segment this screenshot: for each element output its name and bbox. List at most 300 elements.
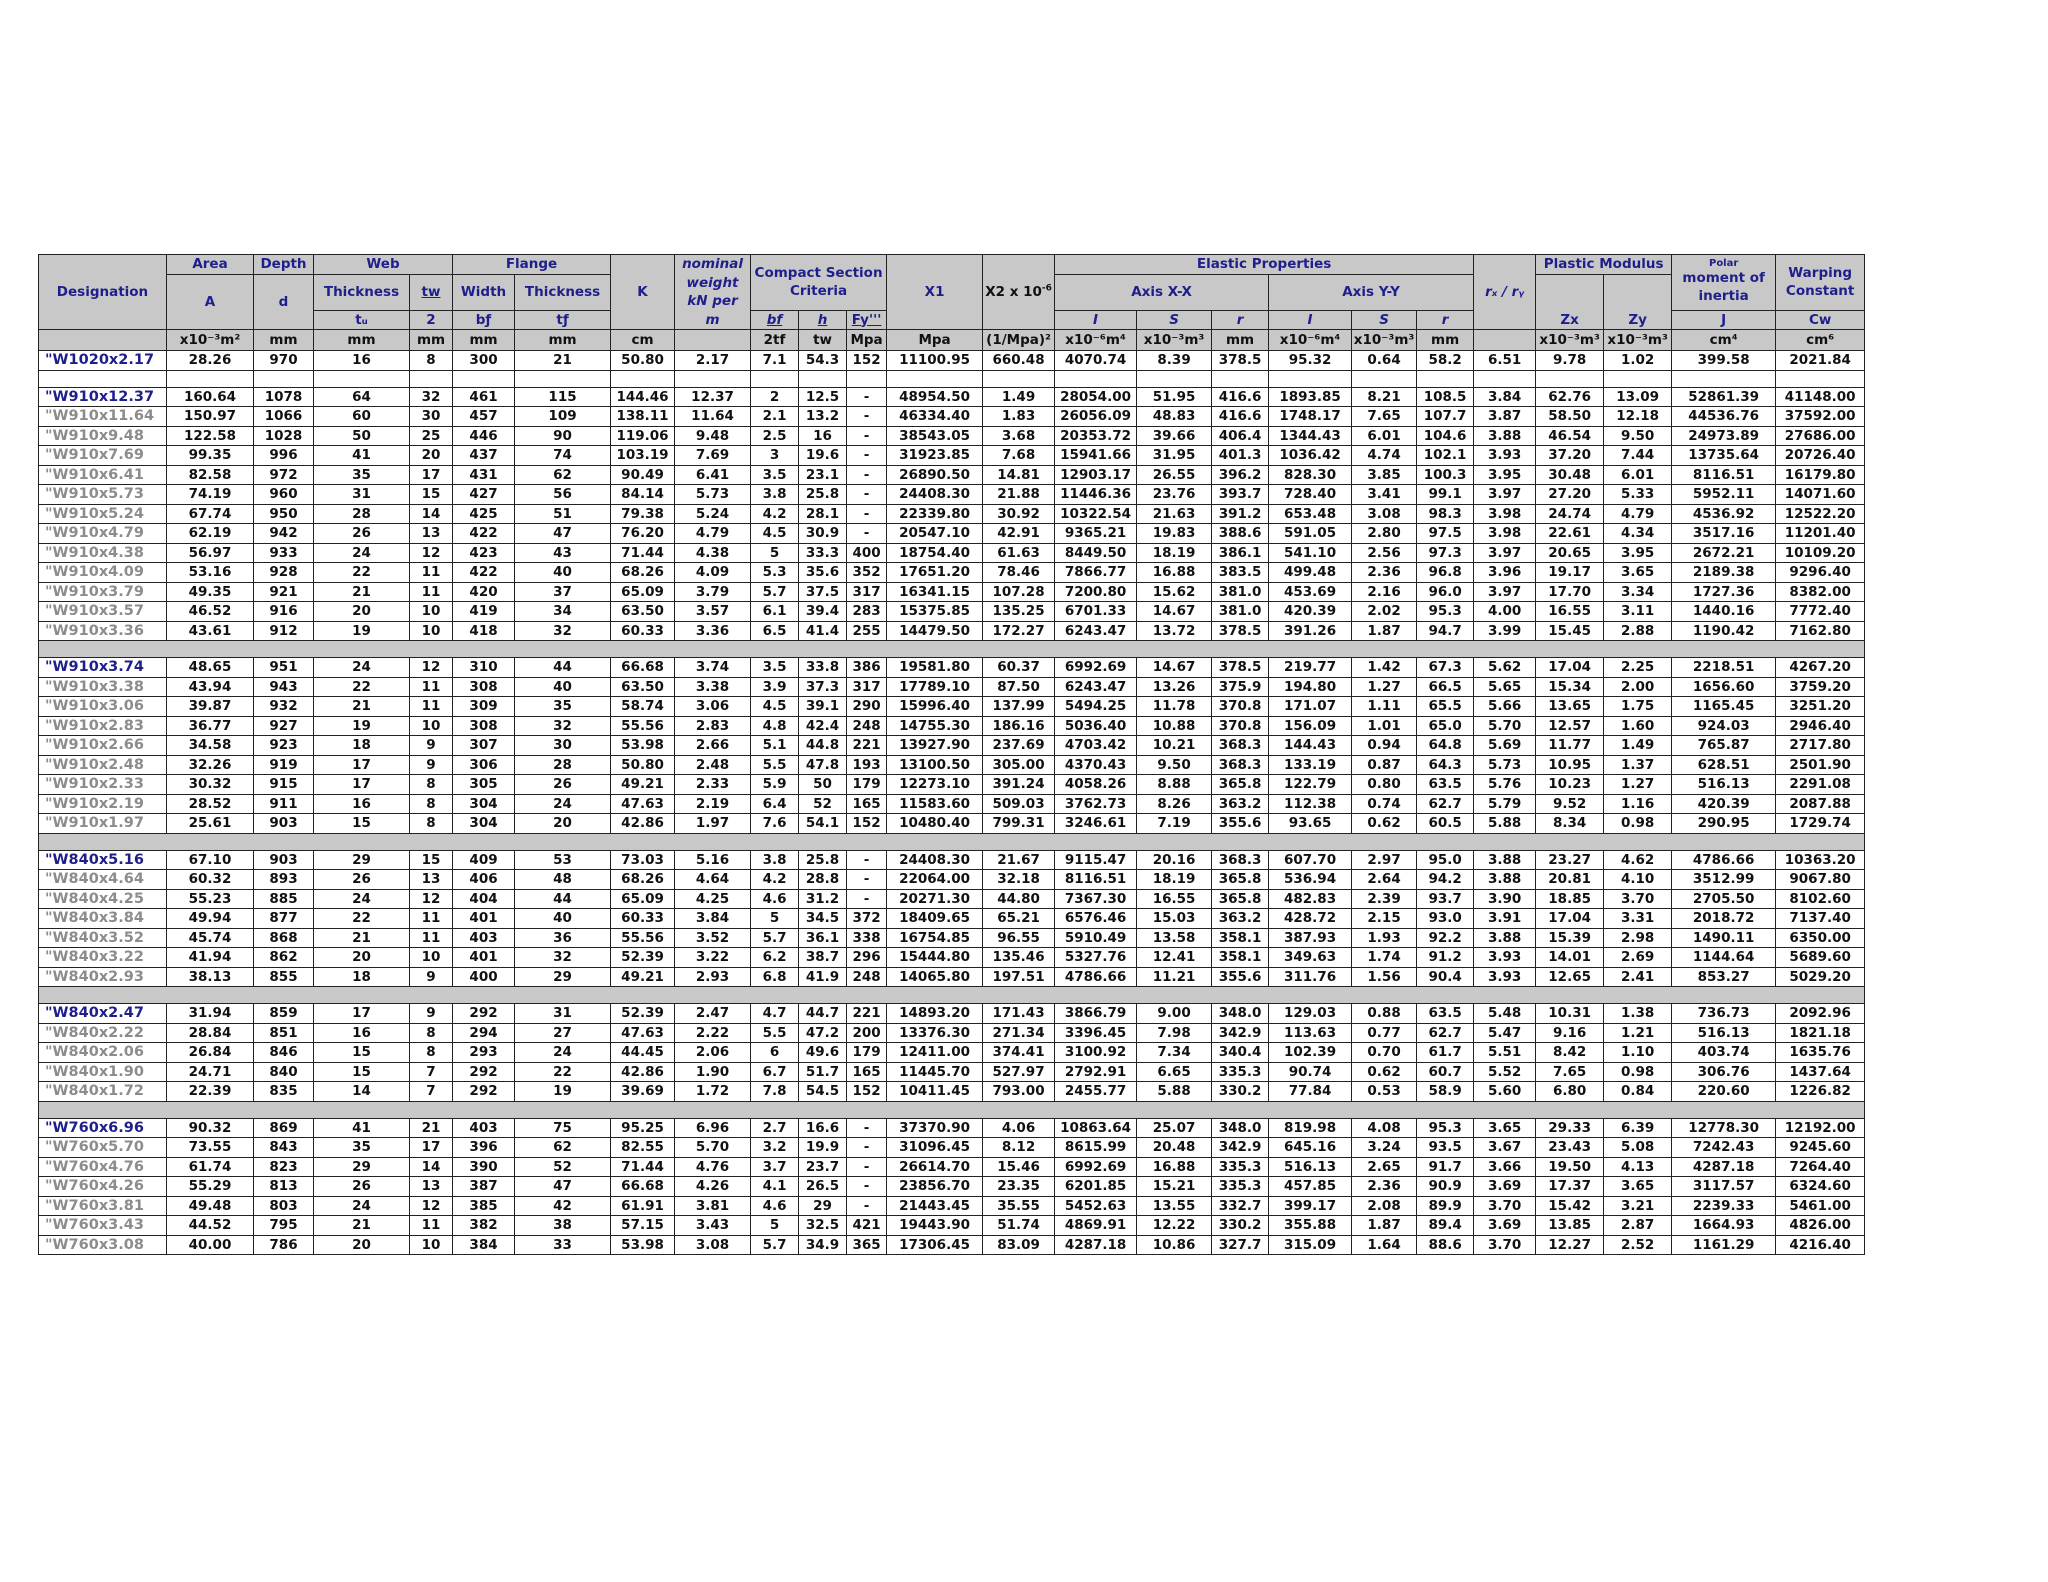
value-cell: 6992.69 bbox=[1055, 1157, 1137, 1177]
value-cell: 44.52 bbox=[167, 1216, 254, 1236]
web-thickness-header: Thickness bbox=[314, 274, 410, 310]
separator-cell bbox=[983, 1101, 1055, 1118]
value-cell: 4536.92 bbox=[1672, 504, 1776, 524]
value-cell: 68.26 bbox=[611, 563, 675, 583]
value-cell: 868 bbox=[254, 928, 314, 948]
value-cell: 160.64 bbox=[167, 387, 254, 407]
value-cell: 11 bbox=[410, 928, 453, 948]
value-cell: 7367.30 bbox=[1055, 889, 1137, 909]
value-cell: 10363.20 bbox=[1776, 850, 1865, 870]
value-cell: 13735.64 bbox=[1672, 446, 1776, 466]
value-cell: 25.07 bbox=[1137, 1118, 1212, 1138]
value-cell: 406.4 bbox=[1212, 426, 1269, 446]
value-cell: 71.44 bbox=[611, 1157, 675, 1177]
value-cell: 15 bbox=[410, 485, 453, 505]
value-cell: 355.6 bbox=[1212, 814, 1269, 834]
value-cell: 112.38 bbox=[1269, 794, 1352, 814]
value-cell: 19 bbox=[314, 621, 410, 641]
value-cell: 62.76 bbox=[1536, 387, 1604, 407]
value-cell: 21.88 bbox=[983, 485, 1055, 505]
value-cell: 98.3 bbox=[1417, 504, 1474, 524]
value-cell: 14065.80 bbox=[887, 967, 983, 987]
value-cell: 368.3 bbox=[1212, 755, 1269, 775]
value-cell: 1.87 bbox=[1352, 621, 1417, 641]
value-cell: 29 bbox=[799, 1196, 847, 1216]
value-cell: 3.24 bbox=[1352, 1138, 1417, 1158]
value-cell: 13 bbox=[410, 524, 453, 544]
value-cell: 7772.40 bbox=[1776, 602, 1865, 622]
value-cell: 26.84 bbox=[167, 1043, 254, 1063]
table-row bbox=[39, 621, 1865, 641]
value-cell: 11 bbox=[410, 1216, 453, 1236]
value-cell: 39.69 bbox=[611, 1082, 675, 1102]
value-cell: 1.97 bbox=[675, 814, 751, 834]
value-cell: 27.20 bbox=[1536, 485, 1604, 505]
value-cell: 49.48 bbox=[167, 1196, 254, 1216]
value-cell: 60.32 bbox=[167, 870, 254, 890]
value-cell: 82.55 bbox=[611, 1138, 675, 1158]
value-cell: 1190.42 bbox=[1672, 621, 1776, 641]
value-cell: 152 bbox=[847, 814, 887, 834]
separator-cell bbox=[983, 641, 1055, 658]
value-cell: 9365.21 bbox=[1055, 524, 1137, 544]
value-cell: 5.70 bbox=[1474, 716, 1536, 736]
value-cell: 0.62 bbox=[1352, 1062, 1417, 1082]
value-cell: 355.88 bbox=[1269, 1216, 1352, 1236]
value-cell: 13.09 bbox=[1604, 387, 1672, 407]
yy-s-symbol: S bbox=[1352, 310, 1417, 330]
value-cell: 391.24 bbox=[983, 775, 1055, 795]
value-cell: 18.19 bbox=[1137, 870, 1212, 890]
separator-cell bbox=[1604, 833, 1672, 850]
compact-fy-symbol: Fy''' bbox=[847, 310, 887, 330]
value-cell: 42 bbox=[515, 1196, 611, 1216]
value-cell: 15 bbox=[410, 850, 453, 870]
value-cell: 77.84 bbox=[1269, 1082, 1352, 1102]
value-cell: 53.98 bbox=[611, 736, 675, 756]
value-cell: 1.02 bbox=[1604, 351, 1672, 371]
value-cell: - bbox=[847, 1138, 887, 1158]
value-cell: 31.2 bbox=[799, 889, 847, 909]
value-cell: 40 bbox=[515, 677, 611, 697]
value-cell: 310 bbox=[453, 658, 515, 678]
value-cell: 3.93 bbox=[1474, 948, 1536, 968]
compact-line-2: Criteria bbox=[789, 283, 848, 300]
value-cell: 2.87 bbox=[1604, 1216, 1672, 1236]
value-cell: 24408.30 bbox=[887, 850, 983, 870]
value-cell: 33.3 bbox=[799, 543, 847, 563]
separator-cell bbox=[314, 833, 410, 850]
value-cell: 58.9 bbox=[1417, 1082, 1474, 1102]
value-cell: 38 bbox=[515, 1216, 611, 1236]
value-cell: 10 bbox=[410, 621, 453, 641]
value-cell: - bbox=[847, 850, 887, 870]
separator-cell bbox=[675, 833, 751, 850]
separator-cell bbox=[39, 1101, 167, 1118]
value-cell: 11.78 bbox=[1137, 697, 1212, 717]
value-cell: 453.69 bbox=[1269, 582, 1352, 602]
value-cell: 5029.20 bbox=[1776, 967, 1865, 987]
value-cell: 293 bbox=[453, 1043, 515, 1063]
value-cell: 24 bbox=[515, 1043, 611, 1063]
web-tw-symbol: tᵤ bbox=[314, 310, 410, 330]
value-cell: 30 bbox=[515, 736, 611, 756]
value-cell: 358.1 bbox=[1212, 948, 1269, 968]
value-cell: 32.5 bbox=[799, 1216, 847, 1236]
value-cell: 15 bbox=[314, 1062, 410, 1082]
value-cell: 422 bbox=[453, 524, 515, 544]
yy-i-symbol: I bbox=[1269, 310, 1352, 330]
xx-i-unit: x10⁻⁶m⁴ bbox=[1055, 330, 1137, 351]
value-cell: 107.28 bbox=[983, 582, 1055, 602]
value-cell: 3866.79 bbox=[1055, 1004, 1137, 1024]
value-cell: 1729.74 bbox=[1776, 814, 1865, 834]
value-cell: 3.11 bbox=[1604, 602, 1672, 622]
separator-row bbox=[39, 833, 1865, 850]
value-cell: 420 bbox=[453, 582, 515, 602]
value-cell: 47.8 bbox=[799, 755, 847, 775]
value-cell: 92.2 bbox=[1417, 928, 1474, 948]
value-cell: 2.5 bbox=[751, 426, 799, 446]
value-cell: 5.76 bbox=[1474, 775, 1536, 795]
value-cell: 3.98 bbox=[1474, 504, 1536, 524]
value-cell: 51.7 bbox=[799, 1062, 847, 1082]
value-cell: 5.62 bbox=[1474, 658, 1536, 678]
value-cell: 93.0 bbox=[1417, 909, 1474, 929]
value-cell: 960 bbox=[254, 485, 314, 505]
value-cell: 67.10 bbox=[167, 850, 254, 870]
value-cell: 38.13 bbox=[167, 967, 254, 987]
xx-s-symbol: S bbox=[1137, 310, 1212, 330]
value-cell: 22 bbox=[314, 909, 410, 929]
table-row bbox=[39, 967, 1865, 987]
value-cell: 457 bbox=[453, 407, 515, 427]
value-cell: 135.46 bbox=[983, 948, 1055, 968]
value-cell: 9245.60 bbox=[1776, 1138, 1865, 1158]
value-cell: 52.39 bbox=[611, 948, 675, 968]
designation-cell: "W760x4.26 bbox=[39, 1177, 167, 1197]
separator-cell bbox=[410, 987, 453, 1004]
separator-cell bbox=[1352, 641, 1417, 658]
value-cell: 23.43 bbox=[1536, 1138, 1604, 1158]
value-cell: 283 bbox=[847, 602, 887, 622]
value-cell: 903 bbox=[254, 850, 314, 870]
value-cell: 135.25 bbox=[983, 602, 1055, 622]
value-cell: 60.5 bbox=[1417, 814, 1474, 834]
value-cell: 396.2 bbox=[1212, 465, 1269, 485]
value-cell: 22339.80 bbox=[887, 504, 983, 524]
separator-cell bbox=[1212, 370, 1269, 387]
value-cell: 4.1 bbox=[751, 1177, 799, 1197]
value-cell: 73.55 bbox=[167, 1138, 254, 1158]
value-cell: 0.53 bbox=[1352, 1082, 1417, 1102]
value-cell: 99.1 bbox=[1417, 485, 1474, 505]
value-cell: 84.14 bbox=[611, 485, 675, 505]
table-row bbox=[39, 677, 1865, 697]
value-cell: 26614.70 bbox=[887, 1157, 983, 1177]
value-cell: 14893.20 bbox=[887, 1004, 983, 1024]
value-cell: 28.1 bbox=[799, 504, 847, 524]
value-cell: 52 bbox=[799, 794, 847, 814]
value-cell: 2.88 bbox=[1604, 621, 1672, 641]
value-cell: 74 bbox=[515, 446, 611, 466]
value-cell: 0.64 bbox=[1352, 351, 1417, 371]
separator-cell bbox=[1137, 1101, 1212, 1118]
value-cell: 20.65 bbox=[1536, 543, 1604, 563]
value-cell: 420.39 bbox=[1672, 794, 1776, 814]
table-row bbox=[39, 814, 1865, 834]
separator-cell bbox=[1672, 987, 1776, 1004]
value-cell: 2.15 bbox=[1352, 909, 1417, 929]
value-cell: 859 bbox=[254, 1004, 314, 1024]
designation-cell: "W840x1.90 bbox=[39, 1062, 167, 1082]
compact-section-header bbox=[751, 255, 887, 311]
separator-cell bbox=[1474, 641, 1536, 658]
designation-cell: "W910x2.48 bbox=[39, 755, 167, 775]
value-cell: 24 bbox=[515, 794, 611, 814]
table-row bbox=[39, 1082, 1865, 1102]
value-cell: 4216.40 bbox=[1776, 1235, 1865, 1255]
value-cell: 3.70 bbox=[1474, 1196, 1536, 1216]
value-cell: 306.76 bbox=[1672, 1062, 1776, 1082]
value-cell: 15.39 bbox=[1536, 928, 1604, 948]
compact-2tf: 2tf bbox=[751, 330, 799, 351]
table-row bbox=[39, 1138, 1865, 1158]
value-cell: 9.52 bbox=[1536, 794, 1604, 814]
yy-i-unit: x10⁻⁶m⁴ bbox=[1269, 330, 1352, 351]
separator-cell bbox=[611, 987, 675, 1004]
value-cell: 419 bbox=[453, 602, 515, 622]
value-cell: 133.19 bbox=[1269, 755, 1352, 775]
value-cell: 38543.05 bbox=[887, 426, 983, 446]
table-row bbox=[39, 716, 1865, 736]
value-cell: 428.72 bbox=[1269, 909, 1352, 929]
value-cell: 60.33 bbox=[611, 909, 675, 929]
designation-cell: "W910x4.09 bbox=[39, 563, 167, 583]
value-cell: - bbox=[847, 407, 887, 427]
value-cell: 16.88 bbox=[1137, 1157, 1212, 1177]
value-cell: 2.52 bbox=[1604, 1235, 1672, 1255]
value-cell: 3.74 bbox=[675, 658, 751, 678]
value-cell: 11 bbox=[410, 909, 453, 929]
value-cell: 1.83 bbox=[983, 407, 1055, 427]
value-cell: 728.40 bbox=[1269, 485, 1352, 505]
value-cell: 290.95 bbox=[1672, 814, 1776, 834]
table-row bbox=[39, 1004, 1865, 1024]
value-cell: 431 bbox=[453, 465, 515, 485]
designation-cell: "W840x4.25 bbox=[39, 889, 167, 909]
value-cell: 39.66 bbox=[1137, 426, 1212, 446]
value-cell: 15444.80 bbox=[887, 948, 983, 968]
value-cell: 8102.60 bbox=[1776, 889, 1865, 909]
value-cell: 13.26 bbox=[1137, 677, 1212, 697]
value-cell: 13376.30 bbox=[887, 1023, 983, 1043]
value-cell: 39.1 bbox=[799, 697, 847, 717]
nominal-weight-header bbox=[675, 255, 751, 330]
value-cell: 78.46 bbox=[983, 563, 1055, 583]
value-cell: 12.18 bbox=[1604, 407, 1672, 427]
value-cell: 96.8 bbox=[1417, 563, 1474, 583]
value-cell: 37.20 bbox=[1536, 446, 1604, 466]
value-cell: 9 bbox=[410, 1004, 453, 1024]
value-cell: 5.65 bbox=[1474, 677, 1536, 697]
value-cell: 60.33 bbox=[611, 621, 675, 641]
value-cell: 41.4 bbox=[799, 621, 847, 641]
value-cell: 21 bbox=[515, 351, 611, 371]
value-cell: 2.56 bbox=[1352, 543, 1417, 563]
value-cell: 14 bbox=[314, 1082, 410, 1102]
value-cell: 96.55 bbox=[983, 928, 1055, 948]
designation-cell: "W910x3.74 bbox=[39, 658, 167, 678]
value-cell: 305 bbox=[453, 775, 515, 795]
value-cell: 75 bbox=[515, 1118, 611, 1138]
designation-cell: "W840x2.93 bbox=[39, 967, 167, 987]
value-cell: 5.73 bbox=[1474, 755, 1536, 775]
value-cell: 853.27 bbox=[1672, 967, 1776, 987]
value-cell: 4267.20 bbox=[1776, 658, 1865, 678]
separator-cell bbox=[1776, 987, 1865, 1004]
separator-cell bbox=[254, 641, 314, 658]
value-cell: 393.7 bbox=[1212, 485, 1269, 505]
value-cell: 36.1 bbox=[799, 928, 847, 948]
value-cell: 4.6 bbox=[751, 1196, 799, 1216]
value-cell: 3.31 bbox=[1604, 909, 1672, 929]
value-cell: 3.88 bbox=[1474, 870, 1536, 890]
value-cell: 391.26 bbox=[1269, 621, 1352, 641]
value-cell: 23.1 bbox=[799, 465, 847, 485]
value-cell: 828.30 bbox=[1269, 465, 1352, 485]
value-cell: 62.7 bbox=[1417, 794, 1474, 814]
value-cell: 6992.69 bbox=[1055, 658, 1137, 678]
value-cell: 21.67 bbox=[983, 850, 1055, 870]
value-cell: 401.3 bbox=[1212, 446, 1269, 466]
value-cell: 42.86 bbox=[611, 1062, 675, 1082]
value-cell: 89.4 bbox=[1417, 1216, 1474, 1236]
value-cell: 10.31 bbox=[1536, 1004, 1604, 1024]
value-cell: 5.1 bbox=[751, 736, 799, 756]
value-cell: 30.9 bbox=[799, 524, 847, 544]
value-cell: 317 bbox=[847, 582, 887, 602]
value-cell: 237.69 bbox=[983, 736, 1055, 756]
separator-cell bbox=[1055, 833, 1137, 850]
table-body bbox=[39, 351, 1865, 1255]
value-cell: 32 bbox=[410, 387, 453, 407]
separator-cell bbox=[453, 370, 515, 387]
j-symbol: J bbox=[1672, 310, 1776, 330]
value-cell: 317 bbox=[847, 677, 887, 697]
value-cell: 2.41 bbox=[1604, 967, 1672, 987]
separator-cell bbox=[983, 370, 1055, 387]
designation-cell: "W910x5.73 bbox=[39, 485, 167, 505]
value-cell: 3.8 bbox=[751, 850, 799, 870]
value-cell: 1028 bbox=[254, 426, 314, 446]
value-cell: 509.03 bbox=[983, 794, 1055, 814]
value-cell: 54.3 bbox=[799, 351, 847, 371]
value-cell: 42.4 bbox=[799, 716, 847, 736]
value-cell: 1.27 bbox=[1604, 775, 1672, 795]
value-cell: 2.36 bbox=[1352, 563, 1417, 583]
value-cell: 10.21 bbox=[1137, 736, 1212, 756]
separator-cell bbox=[314, 370, 410, 387]
value-cell: 93.7 bbox=[1417, 889, 1474, 909]
separator-cell bbox=[1269, 833, 1352, 850]
depth-header: Depth bbox=[254, 255, 314, 275]
value-cell: 653.48 bbox=[1269, 504, 1352, 524]
value-cell: 6701.33 bbox=[1055, 602, 1137, 622]
value-cell: 307 bbox=[453, 736, 515, 756]
value-cell: 67.3 bbox=[1417, 658, 1474, 678]
separator-cell bbox=[799, 641, 847, 658]
value-cell: 22.61 bbox=[1536, 524, 1604, 544]
value-cell: 3.95 bbox=[1604, 543, 1672, 563]
value-cell: 115 bbox=[515, 387, 611, 407]
value-cell: 15375.85 bbox=[887, 602, 983, 622]
value-cell: 7 bbox=[410, 1082, 453, 1102]
value-cell: 5452.63 bbox=[1055, 1196, 1137, 1216]
value-cell: 3.98 bbox=[1474, 524, 1536, 544]
separator-cell bbox=[983, 987, 1055, 1004]
value-cell: 9.50 bbox=[1137, 755, 1212, 775]
value-cell: 15941.66 bbox=[1055, 446, 1137, 466]
value-cell: 3.41 bbox=[1352, 485, 1417, 505]
value-cell: 51.95 bbox=[1137, 387, 1212, 407]
value-cell: 4.38 bbox=[675, 543, 751, 563]
value-cell: 3.5 bbox=[751, 658, 799, 678]
designation-cell: "W910x3.57 bbox=[39, 602, 167, 622]
value-cell: 103.19 bbox=[611, 446, 675, 466]
value-cell: 95.3 bbox=[1417, 602, 1474, 622]
value-cell: 15.62 bbox=[1137, 582, 1212, 602]
value-cell: 26.55 bbox=[1137, 465, 1212, 485]
value-cell: 383.5 bbox=[1212, 563, 1269, 583]
value-cell: 14 bbox=[410, 504, 453, 524]
value-cell: 951 bbox=[254, 658, 314, 678]
value-cell: 933 bbox=[254, 543, 314, 563]
value-cell: 1.01 bbox=[1352, 716, 1417, 736]
separator-cell bbox=[39, 987, 167, 1004]
value-cell: 1727.36 bbox=[1672, 582, 1776, 602]
separator-cell bbox=[751, 641, 799, 658]
value-cell: 11.77 bbox=[1536, 736, 1604, 756]
value-cell: 43 bbox=[515, 543, 611, 563]
value-cell: 8615.99 bbox=[1055, 1138, 1137, 1158]
value-cell: 12.57 bbox=[1536, 716, 1604, 736]
value-cell: 28.8 bbox=[799, 870, 847, 890]
table-row bbox=[39, 485, 1865, 505]
value-cell: 1.49 bbox=[1604, 736, 1672, 756]
value-cell: 912 bbox=[254, 621, 314, 641]
value-cell: 8116.51 bbox=[1672, 465, 1776, 485]
separator-cell bbox=[799, 1101, 847, 1118]
value-cell: 3.21 bbox=[1604, 1196, 1672, 1216]
value-cell: 5952.11 bbox=[1672, 485, 1776, 505]
value-cell: 60.37 bbox=[983, 658, 1055, 678]
yy-r-unit: mm bbox=[1417, 330, 1474, 351]
value-cell: 5 bbox=[751, 543, 799, 563]
separator-cell bbox=[39, 833, 167, 850]
value-cell: 42.86 bbox=[611, 814, 675, 834]
value-cell: 645.16 bbox=[1269, 1138, 1352, 1158]
value-cell: 17.37 bbox=[1536, 1177, 1604, 1197]
value-cell: 6.4 bbox=[751, 794, 799, 814]
value-cell: 1.21 bbox=[1604, 1023, 1672, 1043]
value-cell: 129.03 bbox=[1269, 1004, 1352, 1024]
value-cell: 0.70 bbox=[1352, 1043, 1417, 1063]
separator-row bbox=[39, 370, 1865, 387]
value-cell: 3 bbox=[751, 446, 799, 466]
value-cell: 20.81 bbox=[1536, 870, 1604, 890]
value-cell: 4.08 bbox=[1352, 1118, 1417, 1138]
